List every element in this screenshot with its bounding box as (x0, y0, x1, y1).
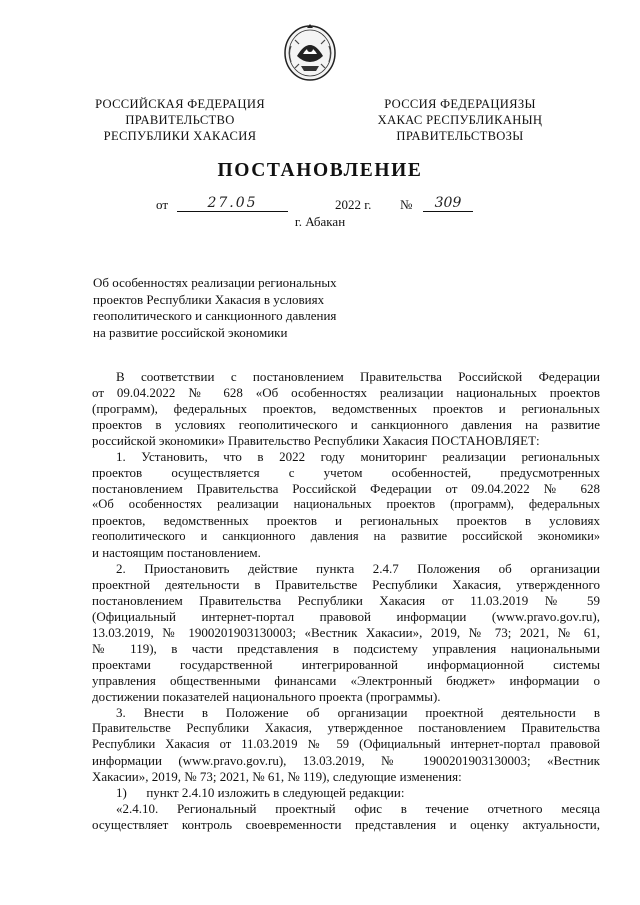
body-line: 3. Внести в Положение об организации проектной деятельности в (116, 705, 600, 720)
body-line: «2.4.10. Региональный проектный офис в течение отчетного месяца (116, 801, 600, 816)
body-line: 13.03.2019, № 1900201903130003; «Вестник Хакасии», 2019, № 73; 2021, № 61, (92, 625, 600, 640)
handwritten-number: 309 (423, 197, 473, 212)
document-subject (93, 275, 359, 341)
subject-line: Об особенностях реализации региональных (93, 275, 337, 290)
header-left-line: РЕСПУБЛИКИ ХАКАСИЯ (103, 129, 257, 143)
body-line: № 119), в части представления в подсистему управления национальными (92, 641, 600, 656)
body-line: постановлением Правительства Российской Федерации от 09.04.2022 № 628 (92, 481, 600, 496)
header-right-line: ПРАВИТЕЛЬСТВОЗЫ (396, 129, 524, 143)
date-prefix: от (156, 197, 169, 212)
document-title: ПОСТАНОВЛЕНИЕ (217, 160, 423, 181)
header-right-line: РОССИЯ ФЕДЕРАЦИЯЗЫ (384, 97, 536, 111)
body-line: проектной деятельности в Правительстве Республики Хакасия, утвержденного (92, 577, 600, 592)
body-line: от 09.04.2022 № 628 «Об особенностях реализации национальных проектов (92, 385, 600, 400)
body-line: проектов, ведомственных проектов и региональных проектов в условиях (92, 513, 600, 528)
city: г. Абакан (294, 214, 346, 229)
body-line: В соответствии с постановлением Правительства Российской Федерации (116, 369, 600, 384)
body-line: проектов осуществляется с учетом особенностей, предусмотренных (92, 465, 600, 480)
header-left (82, 96, 278, 144)
number-label: № (400, 197, 413, 212)
body-line: постановлением Правительства Республики Хакасия от 11.03.2019 № 59 (92, 593, 600, 608)
body-line: 2. Приостановить действие пункта 2.4.7 Положения об организации (116, 561, 600, 576)
body-line: управления общественными финансами «Электронный бюджет» информации о (92, 673, 600, 688)
body-line: проектов в условиях геополитического и санкционного давления на развитие (92, 417, 600, 432)
header-left-line: РОССИЙСКАЯ ФЕДЕРАЦИЯ (95, 97, 265, 111)
date-year: 2022 г. (335, 197, 372, 212)
subject-line: геополитического и санкционного давления (93, 308, 337, 323)
header-right-line: ХАКАС РЕСПУБЛИКАНЫҢ (377, 113, 543, 127)
body-line: 1. Установить, что в 2022 году мониторинг реализации региональных (116, 449, 600, 464)
subject-line: проектов Республики Хакасия в условиях (93, 291, 325, 307)
body-line: Республики Хакасия от 11.03.2019 № 59 (Официальный интернет-портал правовой (92, 737, 600, 751)
handwritten-date: 27.05 (177, 197, 288, 212)
body-line: российской экономики» Правительство Республики Хакасия ПОСТАНОВЛЯЕТ: (92, 433, 540, 448)
subject-line: на развитие российской экономики (93, 324, 288, 340)
body-line: информации (www.pravo.gov.ru), 13.03.2019, № 1900201903130003; «Вестник (92, 753, 600, 768)
body-line: проектами государственной интегрированной информационной системы (92, 657, 600, 672)
header-right (360, 96, 560, 144)
body-line: 1) пункт 2.4.10 изложить в следующей редакции: (116, 785, 405, 800)
coat-of-arms-emblem (283, 22, 337, 82)
body-line: (Официальный интернет-портал правовой информации (www.pravo.gov.ru), (92, 609, 600, 624)
body-line: геополитического и санкционного давления на развитие российской экономики» (92, 529, 600, 543)
header-left-line: ПРАВИТЕЛЬСТВО (125, 113, 235, 127)
body-line: Правительстве Республики Хакасия, утвержденное постановлением Правительства (92, 721, 600, 735)
body-line: осуществляет контроль своевременности представления и оценку актуальности, (92, 817, 600, 832)
body-line: и настоящим постановлением. (92, 545, 261, 560)
body-line: «Об особенностях реализации национальных проектов (программ), федеральных (92, 497, 600, 511)
body-line: Хакасии», 2019, № 73; 2021, № 61, № 119), следующие изменения: (92, 769, 462, 784)
body-line: (программ), федеральных проектов, ведомственных проектов и региональных (92, 401, 600, 416)
body-line: достижении показателей национального проекта (программы). (92, 689, 441, 704)
